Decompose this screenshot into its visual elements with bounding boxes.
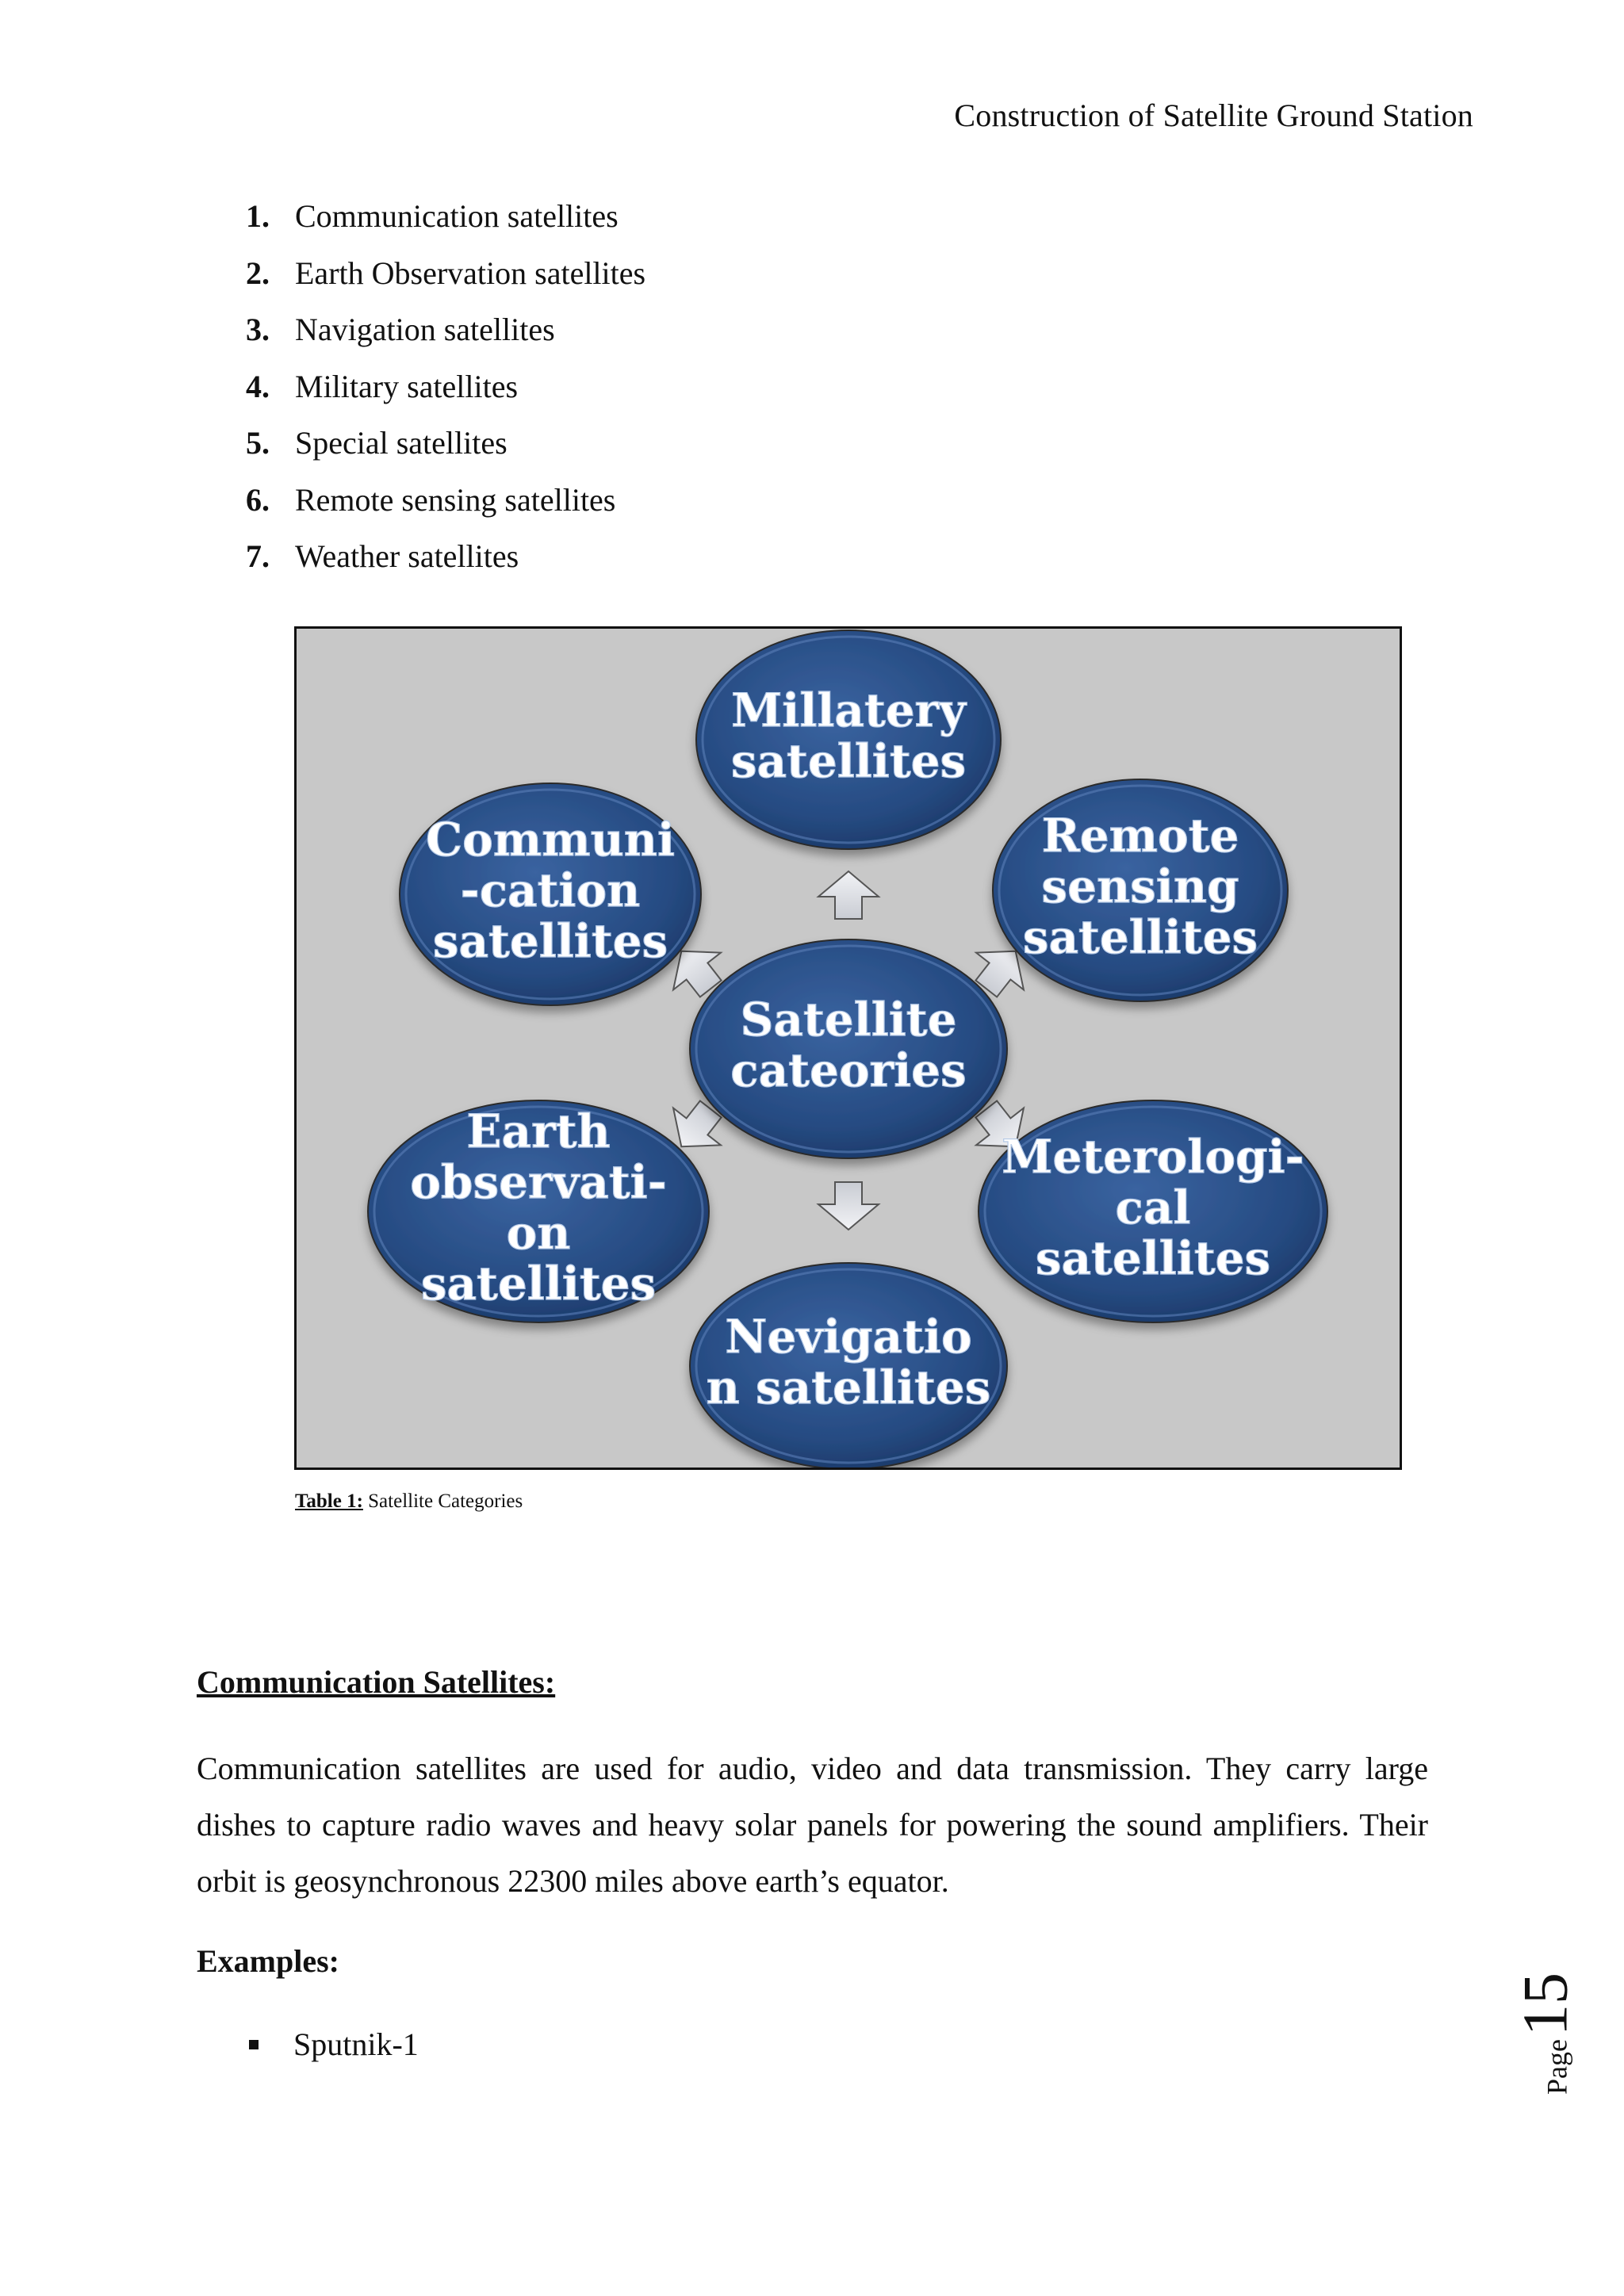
examples-list — [246, 2026, 419, 2063]
list-item — [246, 2026, 419, 2063]
node-remote-sensing — [993, 779, 1288, 1001]
node-navigation-label: Nevigatio — [725, 1310, 972, 1364]
examples-label: Examples: — [197, 1943, 339, 1979]
node-earth-observation-label: satellites — [420, 1257, 657, 1311]
section-paragraph: Communication satellites are used for audio, video and data transmission. They carry large dishes to capture radio waves and heavy solar panels for powering the sound amplifiers. Their orbit is geosynchronous 22300 miles above earth’s equator. — [197, 1751, 1428, 1899]
node-earth-observation-label: Earth — [466, 1104, 611, 1158]
caption-label: Table 1: — [295, 1490, 363, 1512]
figure-caption — [295, 1490, 523, 1513]
list-text: Navigation satellites — [295, 312, 555, 347]
list-text: Remote sensing satellites — [295, 481, 616, 518]
node-military-label: satellites — [730, 734, 967, 788]
section-heading: Communication Satellites: — [197, 1664, 556, 1700]
satellite-type-list — [246, 197, 645, 594]
list-number: 3. — [246, 312, 270, 347]
node-communication-label: satellites — [432, 914, 668, 968]
node-navigation — [690, 1263, 1007, 1468]
node-earth-observation-label: on — [506, 1206, 571, 1260]
node-communication — [400, 783, 701, 1005]
node-center-label: cateories — [730, 1043, 967, 1097]
example-text: Sputnik-1 — [293, 2026, 419, 2062]
node-military — [696, 630, 1001, 849]
node-center-label: Satellite — [740, 993, 957, 1047]
running-header: Construction of Satellite Ground Station — [954, 98, 1473, 133]
node-center — [690, 939, 1007, 1158]
node-communication-label: Communi — [426, 813, 675, 867]
list-number: 7. — [246, 538, 270, 574]
caption-text: Satellite Categories — [362, 1490, 523, 1512]
list-item — [246, 254, 645, 311]
arrow-down-icon — [818, 1182, 879, 1230]
list-number: 4. — [246, 368, 270, 404]
list-item — [246, 480, 645, 538]
node-meteorological-label: satellites — [1035, 1231, 1271, 1285]
node-navigation-label: n satellites — [706, 1360, 991, 1414]
square-bullet-icon — [249, 2040, 259, 2049]
list-text: Military satellites — [295, 368, 519, 404]
node-military-label: Millatery — [731, 683, 966, 737]
satellite-categories-diagram — [294, 626, 1402, 1470]
node-remote-sensing-label: sensing — [1041, 859, 1239, 913]
diagram-canvas — [297, 629, 1400, 1468]
node-earth-observation — [368, 1100, 709, 1322]
list-text: Weather satellites — [295, 538, 519, 574]
node-remote-sensing-label: satellites — [1022, 910, 1258, 964]
list-item — [246, 367, 645, 424]
list-number: 1. — [246, 198, 270, 234]
diagram-nodes — [368, 630, 1327, 1468]
node-communication-label: -cation — [460, 863, 641, 917]
node-meteorological — [979, 1100, 1327, 1322]
page-word: Page — [1541, 2039, 1573, 2095]
arrow-up-icon — [818, 871, 879, 919]
node-remote-sensing-label: Remote — [1041, 809, 1239, 863]
list-number: 6. — [246, 481, 270, 518]
node-meteorological-label: Meterologi- — [1002, 1130, 1304, 1184]
page-number-value: 15 — [1511, 1973, 1581, 2037]
list-item — [246, 423, 645, 480]
list-item — [246, 310, 645, 367]
list-item — [246, 537, 645, 594]
list-text: Earth Observation satellites — [295, 254, 646, 291]
list-text: Communication satellites — [295, 198, 619, 234]
list-item — [246, 197, 645, 254]
node-meteorological-label: cal — [1115, 1181, 1191, 1234]
node-earth-observation-label: observati- — [410, 1155, 667, 1209]
page-number — [1503, 1974, 1590, 2093]
list-number: 2. — [246, 254, 270, 291]
list-number: 5. — [246, 425, 270, 461]
list-text: Special satellites — [295, 425, 508, 461]
